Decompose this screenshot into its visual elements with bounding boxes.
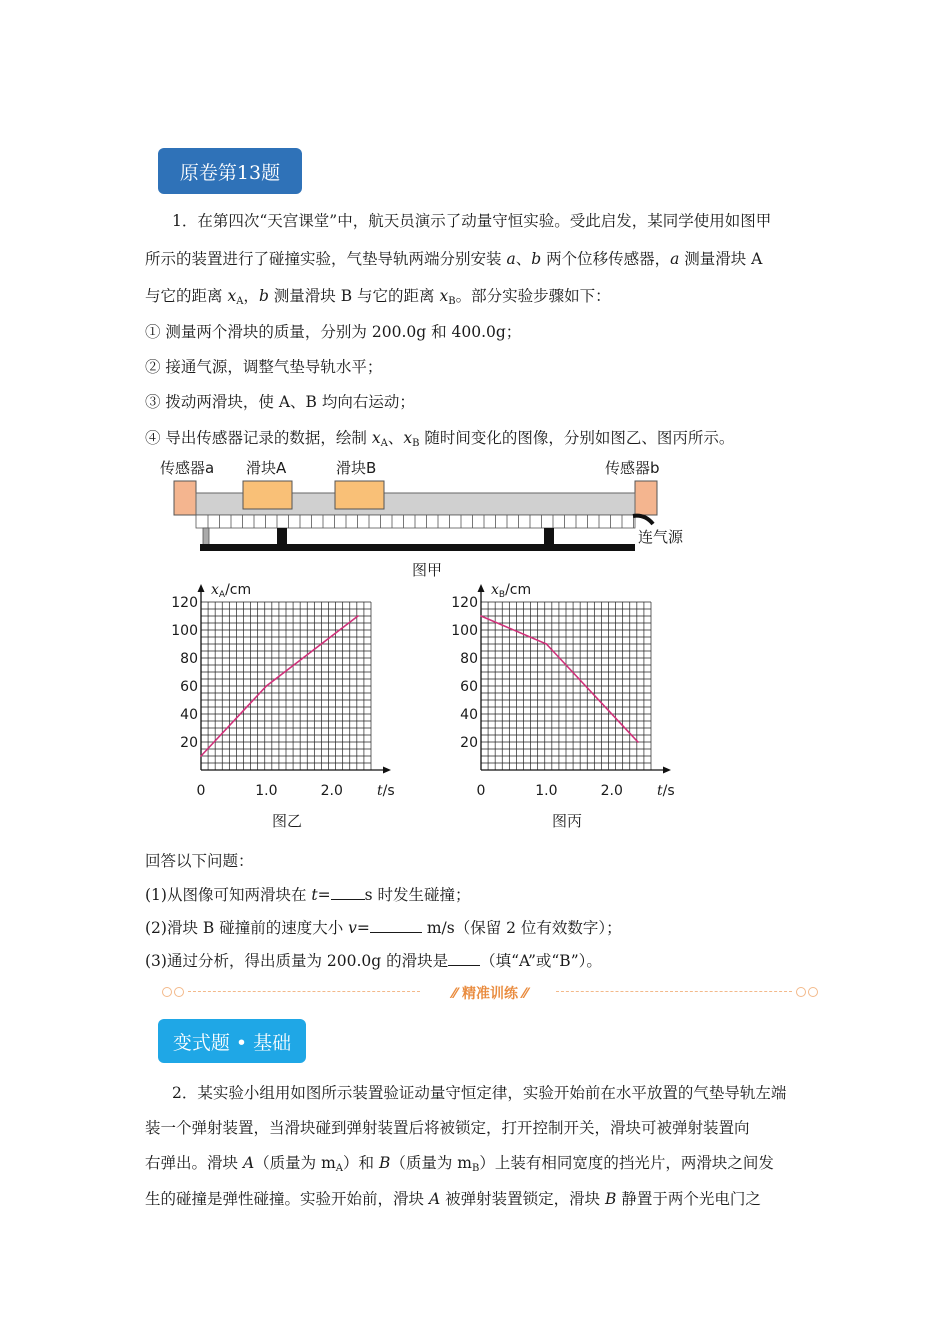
q1-line-2: [145, 248, 762, 270]
sub-question-3: [145, 950, 602, 972]
text: 随时间变化的图像，分别如图乙、图丙所示。: [419, 429, 735, 447]
x-tick-label: 2.0: [320, 783, 343, 799]
x-tick-label: 0: [476, 783, 486, 799]
y-axis-sub: B: [498, 590, 506, 600]
y-axis-sub: A: [218, 590, 226, 600]
air-hose: [633, 516, 653, 524]
y-tick-label: 20: [180, 735, 198, 751]
text: m/s（保留 2 位有效数字）；: [421, 919, 622, 937]
section-divider: [160, 982, 820, 1002]
text: ）和: [343, 1154, 379, 1172]
x-axis-unit: /s: [662, 783, 675, 799]
section-badge-variant: [158, 1019, 306, 1063]
var-x: x: [227, 287, 237, 305]
var-A: A: [242, 1154, 255, 1172]
text: 所示的装置进行了碰撞实验，气垫导轨两端分别安装: [145, 250, 507, 268]
text: 右弹出。滑块: [145, 1154, 243, 1172]
q2-line-2: 装一个弹射装置，当滑块碰到弹射装置后将被锁定，打开控制开关，滑块可被弹射装置向: [145, 1119, 750, 1137]
q2-line-4: [145, 1188, 761, 1210]
q2-line-1: 2．某实验小组用如图所示装置验证动量守恒定律，实验开始前在水平放置的气垫导轨左端: [172, 1084, 787, 1102]
x-tick-label: 1.0: [535, 783, 558, 799]
text: (3)通过分析，得出质量为 200.0g 的滑块是: [145, 952, 449, 970]
slider-b-label: 滑块B: [336, 459, 377, 477]
data-point: [480, 615, 482, 617]
y-axis-label: [491, 582, 531, 600]
var-v: v: [348, 919, 357, 937]
apparatus-figure: [150, 452, 710, 582]
y-axis-unit: /cm: [225, 582, 252, 598]
data-point: [637, 741, 639, 743]
text: （质量为 m: [390, 1154, 472, 1172]
subscript: B: [448, 296, 456, 307]
y-tick-label: 100: [451, 623, 478, 639]
var-x: x: [439, 287, 449, 305]
text: 、: [515, 250, 532, 268]
sensor-a-label: 传感器a: [160, 459, 215, 477]
subscript: B: [412, 438, 420, 449]
y-tick-label: 40: [180, 707, 198, 723]
track-ruler: [196, 515, 635, 528]
sensor-a: [174, 481, 196, 515]
data-point: [357, 615, 359, 617]
var-B: B: [378, 1154, 391, 1172]
subscript: A: [236, 296, 244, 307]
y-tick-label: 20: [460, 735, 478, 751]
section-badge-original: [158, 148, 302, 194]
divider-text: 精准训练: [462, 986, 518, 1002]
chart-bing: [440, 578, 700, 833]
air-source-label: 连气源: [638, 528, 684, 546]
text: 测量滑块 A: [679, 250, 763, 268]
base-bar: [200, 544, 635, 551]
x-axis-var: t: [657, 783, 663, 799]
var-b: b: [531, 250, 542, 268]
text: ）上装有相同宽度的挡光片，两滑块之间发: [479, 1154, 774, 1172]
section-badge-label: 变式题 • 基础: [172, 1031, 292, 1054]
var-a: a: [506, 250, 516, 268]
text: 、: [387, 429, 404, 447]
step-3: ③ 拨动两滑块，使 A、B 均向右运动；: [145, 393, 415, 411]
divider-label: ⁄⁄ 精准训练 ⁄⁄: [452, 986, 528, 1002]
var-a: a: [670, 250, 680, 268]
sub-question-1: [145, 884, 471, 906]
subscript: A: [335, 1163, 344, 1174]
q2-line-3: [145, 1152, 774, 1180]
chart-caption: 图乙: [271, 812, 303, 830]
q1-line-3: [145, 285, 611, 313]
subscript: A: [380, 438, 388, 449]
y-tick-label: 40: [460, 707, 478, 723]
text: =: [317, 886, 331, 904]
x-axis-arrow: [663, 767, 671, 774]
y-tick-label: 120: [451, 595, 478, 611]
y-axis-arrow: [198, 584, 205, 592]
section-badge-label: 原卷第13题: [179, 161, 281, 184]
sensor-b: [635, 481, 657, 515]
divider-line-right: [556, 991, 792, 992]
y-axis-unit: /cm: [505, 582, 532, 598]
answer-intro: 回答以下问题：: [145, 852, 254, 870]
y-tick-label: 120: [171, 595, 198, 611]
data-point: [265, 685, 267, 687]
x-axis-label: [657, 783, 675, 799]
var-A: A: [428, 1190, 441, 1208]
text: 测量滑块 B 与它的距离: [268, 287, 440, 305]
text: (1)从图像可知两滑块在: [145, 886, 312, 904]
var-x: x: [371, 429, 381, 447]
y-tick-label: 60: [460, 679, 478, 695]
data-point: [200, 755, 202, 757]
support-left: [203, 528, 209, 546]
data-point: [545, 643, 547, 645]
x-axis-var: t: [377, 783, 383, 799]
text: 与它的距离: [145, 287, 228, 305]
x-axis-label: [377, 783, 395, 799]
text: (2)滑块 B 碰撞前的速度大小: [145, 919, 349, 937]
answer-blank-1[interactable]: [331, 884, 365, 900]
y-axis-arrow: [478, 584, 485, 592]
answer-blank-3[interactable]: [448, 950, 480, 966]
text: ④ 导出传感器记录的数据，绘制: [145, 429, 372, 447]
divider-dot: [808, 987, 818, 997]
slider-b: [335, 481, 384, 509]
step-2: ② 接通气源，调整气垫导轨水平；: [145, 358, 383, 376]
answer-blank-2[interactable]: [370, 917, 422, 933]
text: s 时发生碰撞；: [364, 886, 471, 904]
var-B: B: [605, 1190, 617, 1208]
text: 两个位移传感器，: [541, 250, 671, 268]
divider-dot: [796, 987, 806, 997]
x-tick-label: 2.0: [600, 783, 623, 799]
y-tick-label: 60: [180, 679, 198, 695]
slider-a: [243, 481, 292, 509]
x-axis-arrow: [383, 767, 391, 774]
subscript: B: [471, 1163, 480, 1174]
q1-line-1: 1．在第四次“天宫课堂”中，航天员演示了动量守恒实验。受此启发，某同学使用如图甲: [172, 212, 772, 230]
var-x: x: [403, 429, 413, 447]
text: ，: [243, 287, 259, 305]
text: 生的碰撞是弹性碰撞。实验开始前，滑块: [145, 1190, 429, 1208]
step-4: [145, 427, 734, 455]
text: 。部分实验步骤如下：: [455, 287, 611, 305]
chart-yi: [160, 578, 420, 833]
support-mid-1: [277, 528, 287, 546]
sub-question-2: [145, 917, 622, 939]
y-axis-var: x: [491, 582, 499, 598]
text: （质量为 m: [254, 1154, 336, 1172]
y-tick-label: 80: [180, 651, 198, 667]
chart-caption: 图丙: [551, 812, 583, 830]
y-tick-label: 80: [460, 651, 478, 667]
y-axis-label: [211, 582, 251, 600]
step-1: ① 测量两个滑块的质量，分别为 200.0g 和 400.0g；: [145, 323, 522, 341]
x-axis-unit: /s: [382, 783, 395, 799]
x-tick-label: 1.0: [255, 783, 278, 799]
sensor-b-label: 传感器b: [605, 459, 660, 477]
var-b: b: [258, 287, 269, 305]
y-axis-var: x: [211, 582, 219, 598]
text: 静置于两个光电门之: [616, 1190, 761, 1208]
text: 被弹射装置锁定，滑块: [440, 1190, 605, 1208]
slider-a-label: 滑块A: [246, 459, 287, 477]
figure-jia-caption: 图甲: [412, 561, 443, 579]
y-tick-label: 100: [171, 623, 198, 639]
text: （填“A”或“B”）。: [480, 952, 602, 970]
ruler-strip: [196, 515, 635, 528]
text: =: [356, 919, 370, 937]
x-tick-label: 0: [196, 783, 206, 799]
var-t: t: [311, 886, 318, 904]
support-mid-2: [544, 528, 554, 546]
